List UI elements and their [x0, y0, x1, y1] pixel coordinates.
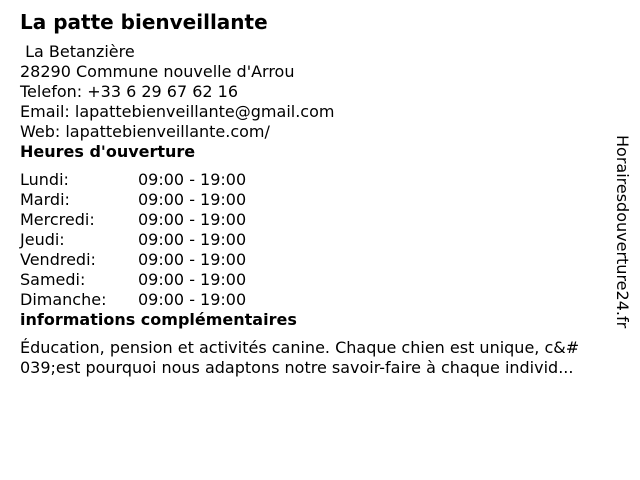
hours-row-wednesday: [20, 210, 610, 230]
day-label: Dimanche:: [20, 290, 107, 309]
hours-row-thursday: [20, 230, 610, 250]
info-description: [20, 338, 610, 378]
business-name: La patte bienveillante: [20, 10, 268, 34]
hours-row-sunday: [20, 290, 610, 310]
hours-row-friday: [20, 250, 610, 270]
hours-row-monday: [20, 170, 610, 190]
time-range: 09:00 - 19:00: [138, 210, 247, 229]
day-label: Mardi:: [20, 190, 70, 209]
address-line-1: La Betanzière: [20, 42, 135, 61]
address-line-2: 28290 Commune nouvelle d'Arrou: [20, 62, 295, 81]
day-label: Vendredi:: [20, 250, 96, 269]
info-heading: informations complémentaires: [20, 310, 297, 329]
business-card: [20, 10, 610, 378]
contact-block: [20, 42, 610, 142]
hours-row-tuesday: [20, 190, 610, 210]
time-range: 09:00 - 19:00: [138, 250, 247, 269]
source-watermark: Horairesdouverture24.fr: [613, 135, 632, 329]
time-range: 09:00 - 19:00: [138, 190, 247, 209]
day-label: Lundi:: [20, 170, 69, 189]
time-range: 09:00 - 19:00: [138, 270, 247, 289]
day-label: Samedi:: [20, 270, 86, 289]
hours-row-saturday: [20, 270, 610, 290]
time-range: 09:00 - 19:00: [138, 170, 247, 189]
time-range: 09:00 - 19:00: [138, 290, 247, 309]
website-line[interactable]: Web: lapattebienveillante.com/: [20, 122, 270, 141]
time-range: 09:00 - 19:00: [138, 230, 247, 249]
info-line-1: Éducation, pension et activités canine. Chaque chien est unique, c&#: [20, 338, 580, 357]
info-line-2: 039;est pourquoi nous adaptons notre savoir-faire à chaque individ...: [20, 358, 574, 377]
hours-table: [20, 170, 610, 310]
phone-line[interactable]: Telefon: +33 6 29 67 62 16: [20, 82, 239, 101]
hours-heading: Heures d'ouverture: [20, 142, 196, 161]
day-label: Mercredi:: [20, 210, 95, 229]
day-label: Jeudi:: [20, 230, 65, 249]
email-line[interactable]: Email: lapattebienveillante@gmail.com: [20, 102, 335, 121]
